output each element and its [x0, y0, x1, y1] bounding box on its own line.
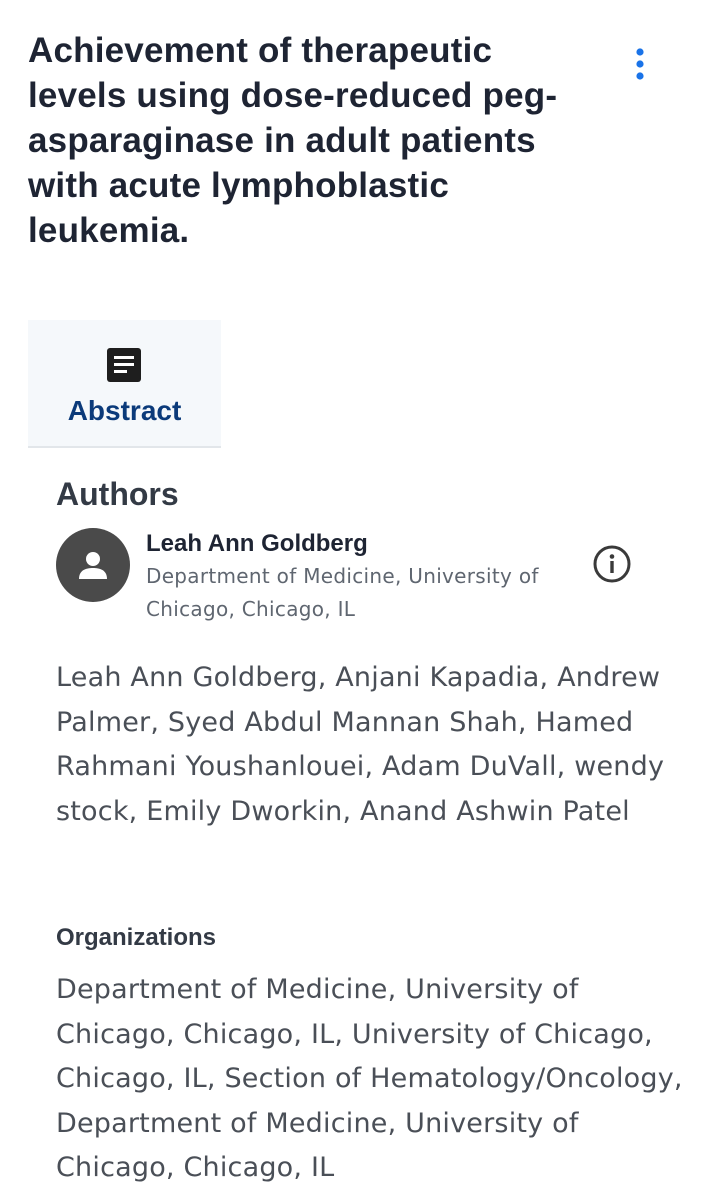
tab-abstract-label: Abstract: [67, 395, 182, 426]
organizations-heading: Organizations: [56, 924, 217, 951]
author-info-button[interactable]: [592, 544, 632, 584]
organizations-text: Department of Medicine, University of Chicago, Chicago, IL, University of Chicago, Chicago, IL, Section of Hematology/Oncology, Department of Medicine, University of Chicago, Chicago, IL: [56, 974, 683, 1183]
avatar: [56, 528, 130, 602]
article-title: Achievement of therapeutic levels using dose-reduced peg-asparaginase in adult patients with acute lymphoblastic leukemia.: [28, 31, 558, 250]
primary-author-name[interactable]: Leah Ann Goldberg: [146, 530, 368, 557]
info-icon: [592, 544, 632, 584]
tab-abstract[interactable]: [28, 320, 221, 448]
article-icon: [107, 348, 141, 382]
person-icon: [76, 548, 110, 582]
authors-heading: Authors: [56, 476, 179, 512]
primary-author-affiliation: Department of Medicine, University of Chicago, Chicago, IL: [146, 564, 539, 621]
author-list: Leah Ann Goldberg, Anjani Kapadia, Andrew Palmer, Syed Abdul Mannan Shah, Hamed Rahmani Youshanlouei, Adam DuVall, wendy stock, Emily Dworkin, Anand Ashwin Patel: [56, 662, 665, 827]
more-vertical-icon: [635, 47, 645, 81]
more-options-button[interactable]: [624, 44, 656, 84]
